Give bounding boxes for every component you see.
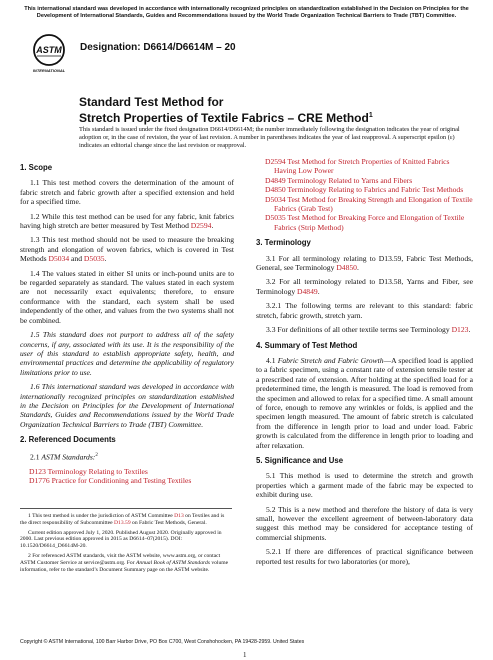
paragraph-1-1: 1.1 This test method covers the determination of the amount of fabric stretch and fabric growth after a specified extension and held for a specified time. [20, 178, 234, 207]
reference-item[interactable]: D123 Terminology Relating to Textiles [29, 466, 148, 476]
footnote-2: 2 For referenced ASTM standards, visit the ASTM website, www.astm.org, or contact ASTM Customer Service at service@astm.org. For Annual Book of ASTM Standards volume information, refer to the standard’s Document Summary page on the ASTM website. [20, 552, 229, 573]
link-d4849[interactable]: D4849 [297, 286, 318, 296]
link-d5034[interactable]: D5034 [48, 254, 70, 264]
paragraph-3-1: 3.1 For all terminology relating to D13.59, Fabric Test Methods, General, see Terminology D4850. [256, 253, 473, 273]
paragraph-1-4: 1.4 The values stated in either SI units or inch-pound units are to be regarded separately as standard. The values stated in each system are not necessarily exact equivalents; therefore, to ensure conformance with the standard, each system shall be used independently of the other, and values from the two systems shall not be combined. [20, 268, 234, 325]
footnote-ref-2[interactable]: 2 [95, 452, 98, 458]
title-line-2: Stretch Properties of Textile Fabrics – CRE Method$^1$ [79, 111, 373, 125]
reference-item[interactable]: D4850 Terminology Relating to Fabrics and Fabric Test Methods [265, 185, 464, 195]
section-heading-significance: 5. Significance and Use [256, 455, 344, 465]
footnote-1-edition: Current edition approved July 1, 2020. Published August 2020. Originally approved in 2000. Last previous edition approved in 2015 as D6614–07(2015). DOI: 10.1520/D6614_D6614M-20. [20, 529, 222, 550]
reference-item[interactable]: D1776 Practice for Conditioning and Testing Textiles [29, 475, 192, 485]
astm-logo [31, 33, 71, 75]
reference-item[interactable]: D5035 Test Method for Breaking Force and Elongation of Textile Fabrics (Strip Method) [265, 213, 465, 232]
title-line-1: Standard Test Method for [79, 95, 224, 109]
logo-text: INTERNATIONAL [32, 68, 66, 73]
document-title [79, 95, 373, 125]
left-column [20, 157, 234, 485]
issuance-note: This standard is issued under the fixed designation D6614/D6614M; the number immediately following the designation indicates the year of original adoption or, in the case of revision, the year of last revision. A number in parentheses indicates the year of last reapproval. A superscript epsilon (ε) indicates an editorial change since the last revision or reapproval. [79, 126, 460, 149]
link-d123[interactable]: D123 [451, 325, 469, 335]
paragraph-1-5: 1.5 This standard does not purport to address all of the safety concerns, if any, associated with its use. It is the responsibility of the user of this standard to establish appropriate safety, health, and environmental practices and determine the applicability of regulatory limitations prior to use. [20, 330, 234, 377]
link-d13-59[interactable]: D13.59 [114, 519, 131, 526]
paragraph-5-2-1: 5.2.1 If there are differences of practical significance between reported test results for two laboratories (or more), [256, 547, 473, 566]
footnotes [20, 508, 232, 576]
page-number: 1 [243, 651, 247, 659]
title-footnote-ref[interactable]: 1 [368, 112, 373, 119]
section-heading-summary: 4. Summary of Test Method [256, 340, 358, 350]
paragraph-1-2: 1.2 While this test method can be used for any fabric, knit fabrics having high stretch are better measured by Test Method D2594. [20, 211, 234, 231]
link-d5035[interactable]: D5035 [83, 254, 105, 264]
paragraph-3-2: 3.2 For all terminology related to D13.58, Yarns and Fiber, see Terminology D4849. [256, 277, 473, 296]
tbt-notice: This international standard was developed in accordance with internationally recognized principles on standardization established in the Decision on Principles for the Development of International Standards, Guides and Recommendations issued by the World Trade Organization Technical Barriers to Trade (TBT) Committee. [24, 6, 469, 19]
link-d13[interactable]: D13 [174, 513, 184, 519]
section-heading-referenced-documents: 2. Referenced Documents [20, 435, 116, 445]
paragraph-3-3: 3.3 For definitions of all other textile terms see Terminology D123. [266, 325, 471, 335]
paragraph-5-2: 5.2 This is a new method and therefore the history of data is very small, however the excellent agreement of between-laboratory data suggest this method may be considered for acceptance testing of commercial shipments. [256, 504, 473, 542]
paragraph-4-1: 4.1 Fabric Stretch and Fabric Growth—A specified load is applied to a fabric specimen, using a constant rate of extension tensile tester at a prescribed rate of extension. After holding at the specified load for a predetermined time, the length is measured. The load is removed from the specimen and allowed to relax for a specified time. A small amount of force, enough to remove any wrinkles or folds, is applied and the specimen length measured. The amount of fabric stretch is calculated from the difference in length prior to load and under load. Fabric growth is calculated from the difference in length prior to loading and after relaxation. [256, 355, 474, 450]
paragraph-2-1: 2.1 ASTM Standards:$^2$ [30, 452, 98, 462]
paragraph-3-2-1: 3.2.1 The following terms are relevant to this standard: fabric stretch, fabric growth, stretch yarn. [256, 301, 473, 320]
link-d2594[interactable]: D2594 [190, 221, 212, 231]
svg-text:ASTM: ASTM [36, 45, 62, 55]
footnote-1: 1 This test method is under the jurisdiction of ASTM Committee D13 on Textiles and is the direct responsibility of Subcommittee D13.59 on Fabric Test Methods, General. [20, 513, 225, 526]
paragraph-5-1: 5.1 This method is used to determine the stretch and growth properties which a garment made of the fabric may be expected to exhibit during use. [256, 471, 473, 500]
copyright-notice: Copyright © ASTM International, 100 Barr Harbor Drive, PO Box C700, West Conshohocken, PA 19428-2959. United States [20, 639, 305, 645]
reference-item[interactable]: D4849 Terminology Related to Yarns and Fibers [265, 175, 413, 185]
link-d4850[interactable]: D4850 [336, 263, 357, 273]
paragraph-1-6: 1.6 This international standard was developed in accordance with internationally recognized principles on standardization established in the Decision on Principles for the Development of International Standards, Guides and Recommendations issued by the World Trade Organization Technical Barriers to Trade (TBT) Committee. [20, 382, 234, 429]
paragraph-1-3: 1.3 This test method should not be used to measure the breaking strength and elongation of woven fabrics, which is covered in Test Methods D5034 and D5035. [20, 235, 234, 264]
section-heading-scope: 1. Scope [20, 163, 53, 172]
section-heading-terminology: 3. Terminology [256, 238, 311, 248]
right-column [256, 157, 473, 571]
reference-item[interactable]: D5034 Test Method for Breaking Strength and Elongation of Textile Fabrics (Grab Test) [265, 194, 473, 214]
reference-item[interactable]: D2594 Test Method for Stretch Properties of Knitted Fabrics Having Low Power [265, 157, 450, 176]
designation: Designation: D6614/D6614M – 20 [80, 42, 236, 53]
